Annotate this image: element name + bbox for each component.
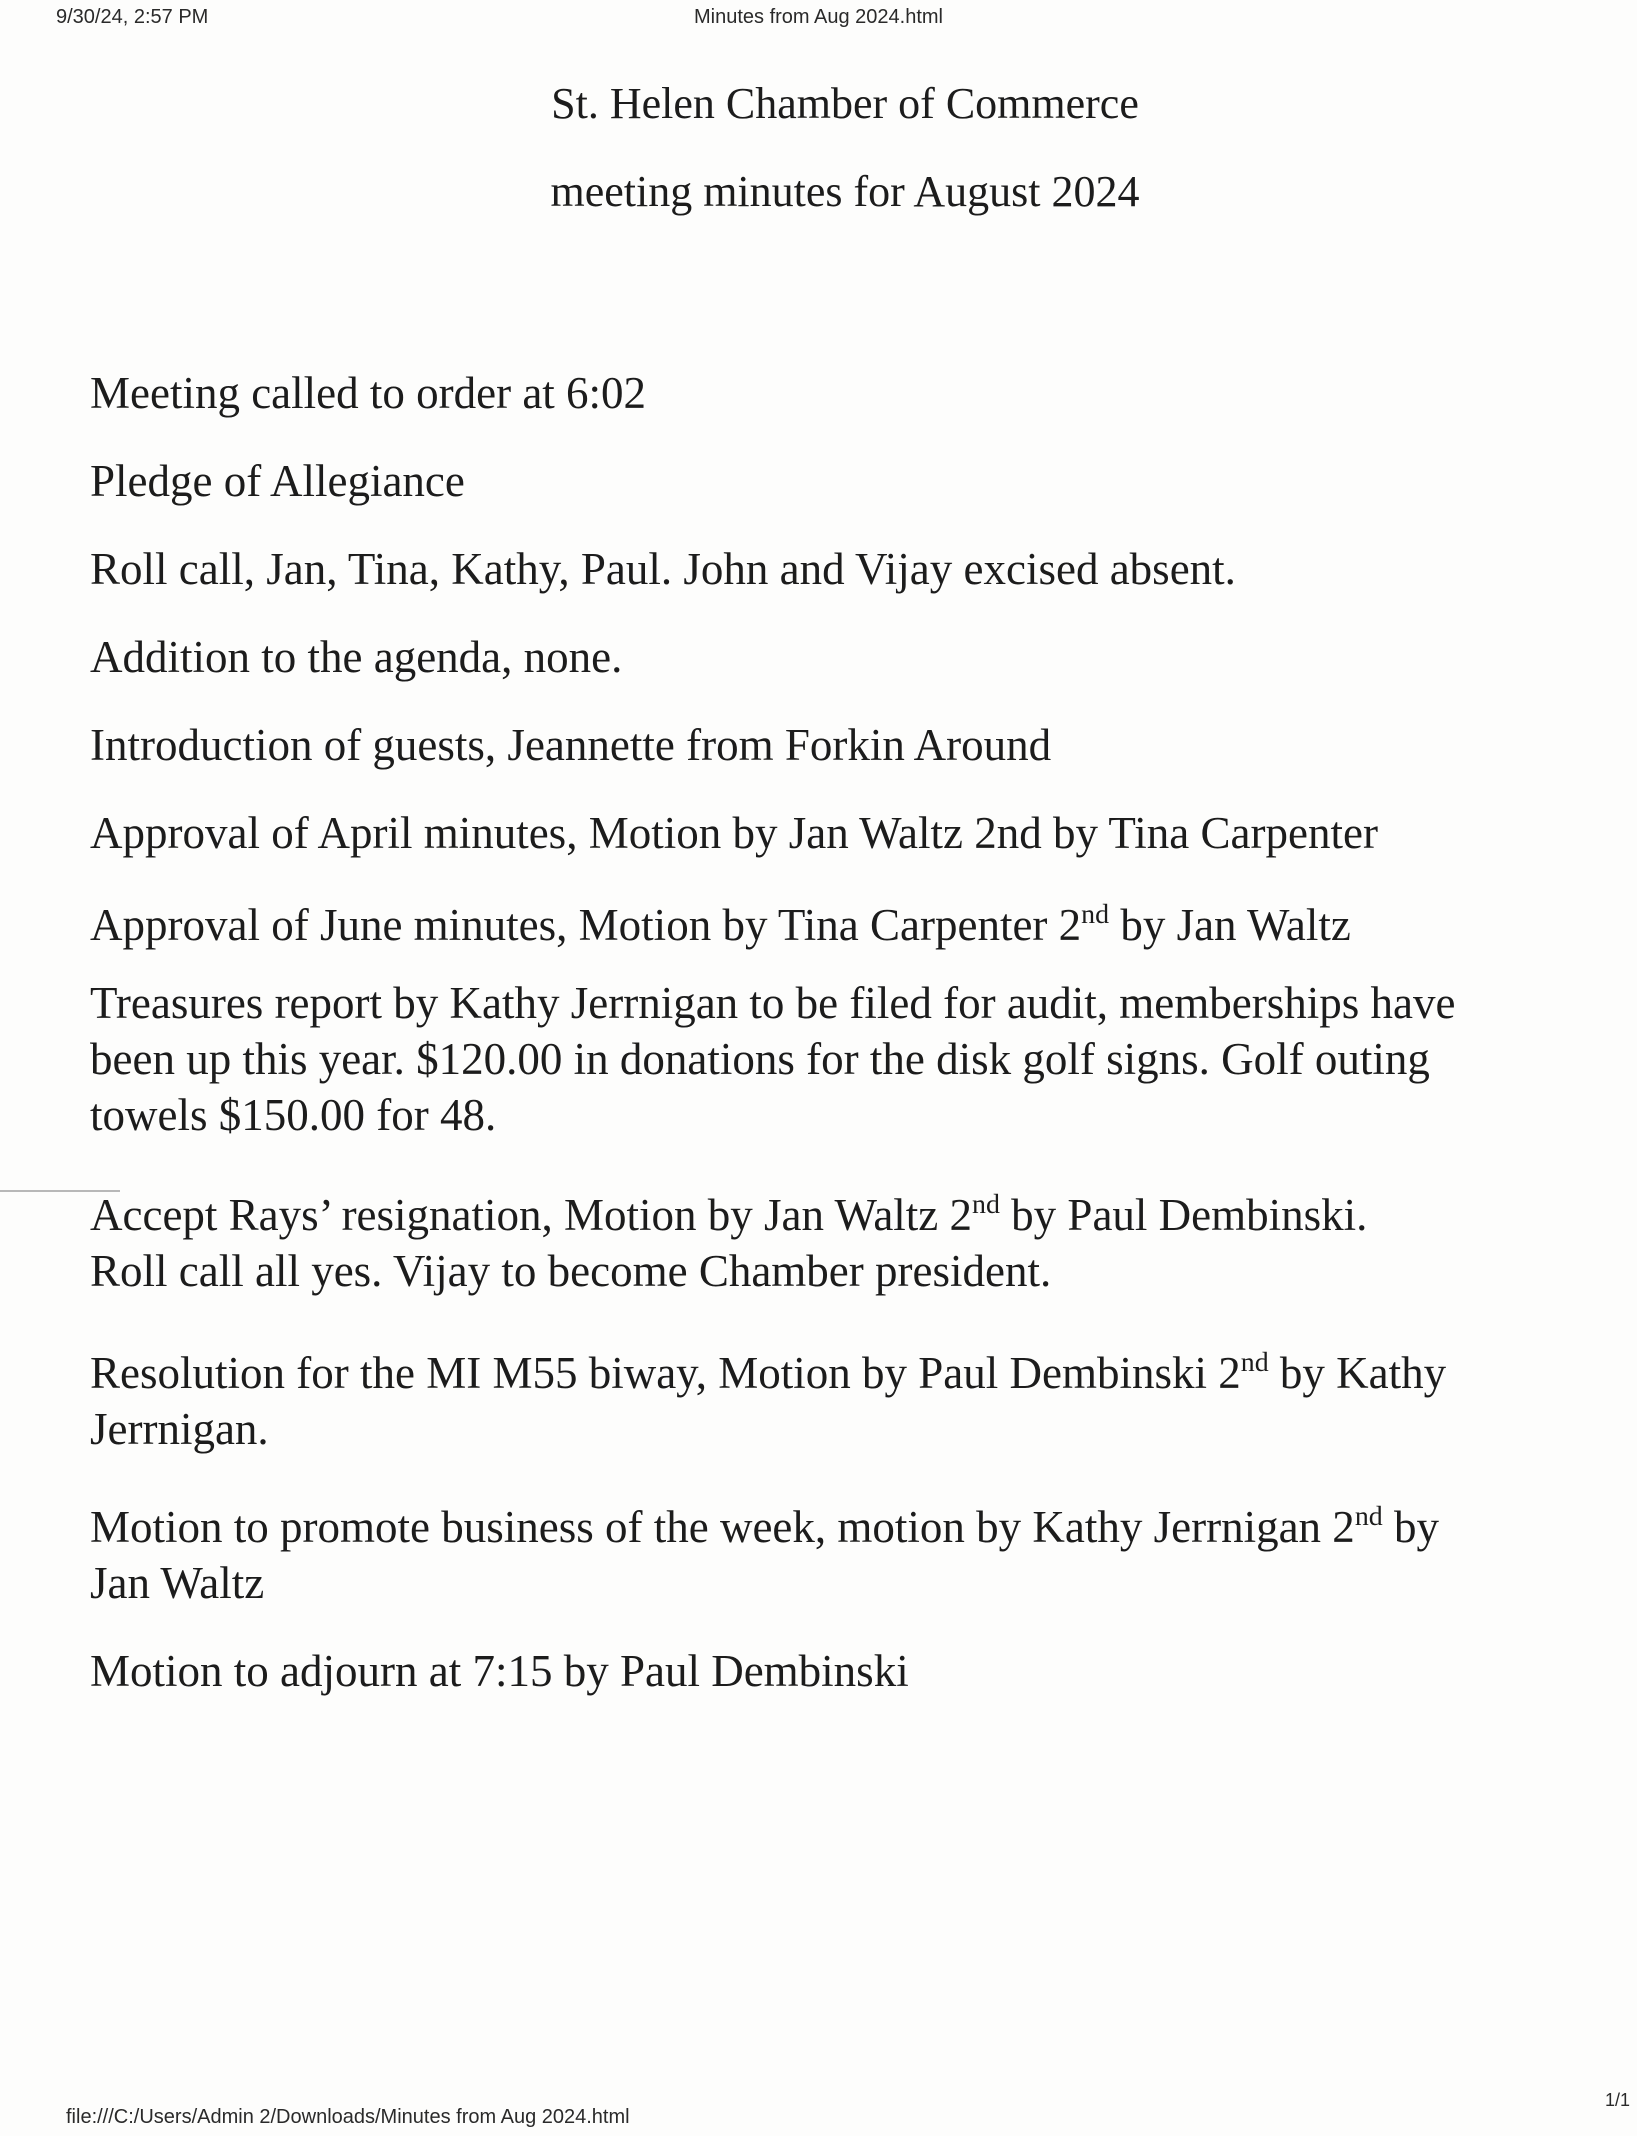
minutes-promote-business — [90, 1499, 1610, 1611]
treasurer-line: towels $150.00 for 48. — [90, 1090, 497, 1140]
minutes-pledge: Pledge of Allegiance — [90, 456, 465, 506]
resolution-text-end: by Kathy — [1268, 1348, 1447, 1398]
print-page-title: Minutes from Aug 2024.html — [693, 6, 943, 28]
treasurer-line: Treasures report by Kathy Jerrnigan to be filed for audit, memberships have — [90, 978, 1456, 1028]
minutes-call-to-order: Meeting called to order at 6:02 — [90, 368, 647, 418]
minutes-adjourn: Motion to adjourn at 7:15 by Paul Dembinski — [90, 1646, 909, 1696]
print-file-path: file:///C:/Users/Admin 2/Downloads/Minutes from Aug 2024.html — [66, 2106, 630, 2128]
minutes-roll-call: Roll call, Jan, Tina, Kathy, Paul. John and Vijay excised absent. — [90, 544, 1236, 594]
minutes-april-approval: Approval of April minutes, Motion by Jan Waltz 2nd by Tina Carpenter — [90, 808, 1378, 858]
minutes-agenda-addition: Addition to the agenda, none. — [90, 632, 623, 682]
print-datetime: 9/30/24, 2:57 PM — [56, 6, 209, 28]
minutes-guests: Introduction of guests, Jeannette from Forkin Around — [90, 720, 1052, 770]
resignation-text: Accept Rays’ resignation, Motion by Jan Waltz 2 — [90, 1190, 973, 1240]
resignation-line — [90, 1187, 1610, 1243]
promote-text: Motion to promote business of the week, motion by Kathy Jerrnigan 2 — [90, 1502, 1355, 1552]
minutes-resignation — [90, 1187, 1610, 1299]
document-title: St. Helen Chamber of Commerce — [551, 79, 1139, 128]
june-approval-ordinal: nd — [1081, 898, 1110, 930]
promote-line: Jan Waltz — [90, 1558, 265, 1608]
print-page-count: 1/1 — [1605, 2090, 1631, 2110]
document-subtitle: meeting minutes for August 2024 — [550, 167, 1140, 216]
minutes-june-approval — [90, 897, 1610, 953]
resolution-line — [90, 1345, 1610, 1401]
resignation-text-end: by Paul Dembinski. — [999, 1190, 1368, 1240]
minutes-treasurer-report — [90, 975, 1610, 1143]
minutes-body — [90, 365, 1610, 1699]
june-approval-text-end: by Jan Waltz — [1109, 900, 1351, 950]
june-approval-text: Approval of June minutes, Motion by Tina Carpenter 2 — [90, 900, 1082, 950]
resignation-line: Roll call all yes. Vijay to become Chamber president. — [90, 1246, 1052, 1296]
promote-ordinal: nd — [1354, 1500, 1383, 1532]
promote-text-end: by — [1382, 1502, 1439, 1552]
treasurer-line: been up this year. $120.00 in donations for the disk golf signs. Golf outing — [90, 1034, 1430, 1084]
resolution-text: Resolution for the MI M55 biway, Motion by Paul Dembinski 2 — [90, 1348, 1241, 1398]
resolution-ordinal: nd — [1240, 1346, 1269, 1378]
promote-line — [90, 1499, 1610, 1555]
resolution-line: Jerrnigan. — [90, 1404, 269, 1454]
minutes-resolution — [90, 1345, 1610, 1457]
resignation-ordinal: nd — [972, 1188, 1000, 1220]
